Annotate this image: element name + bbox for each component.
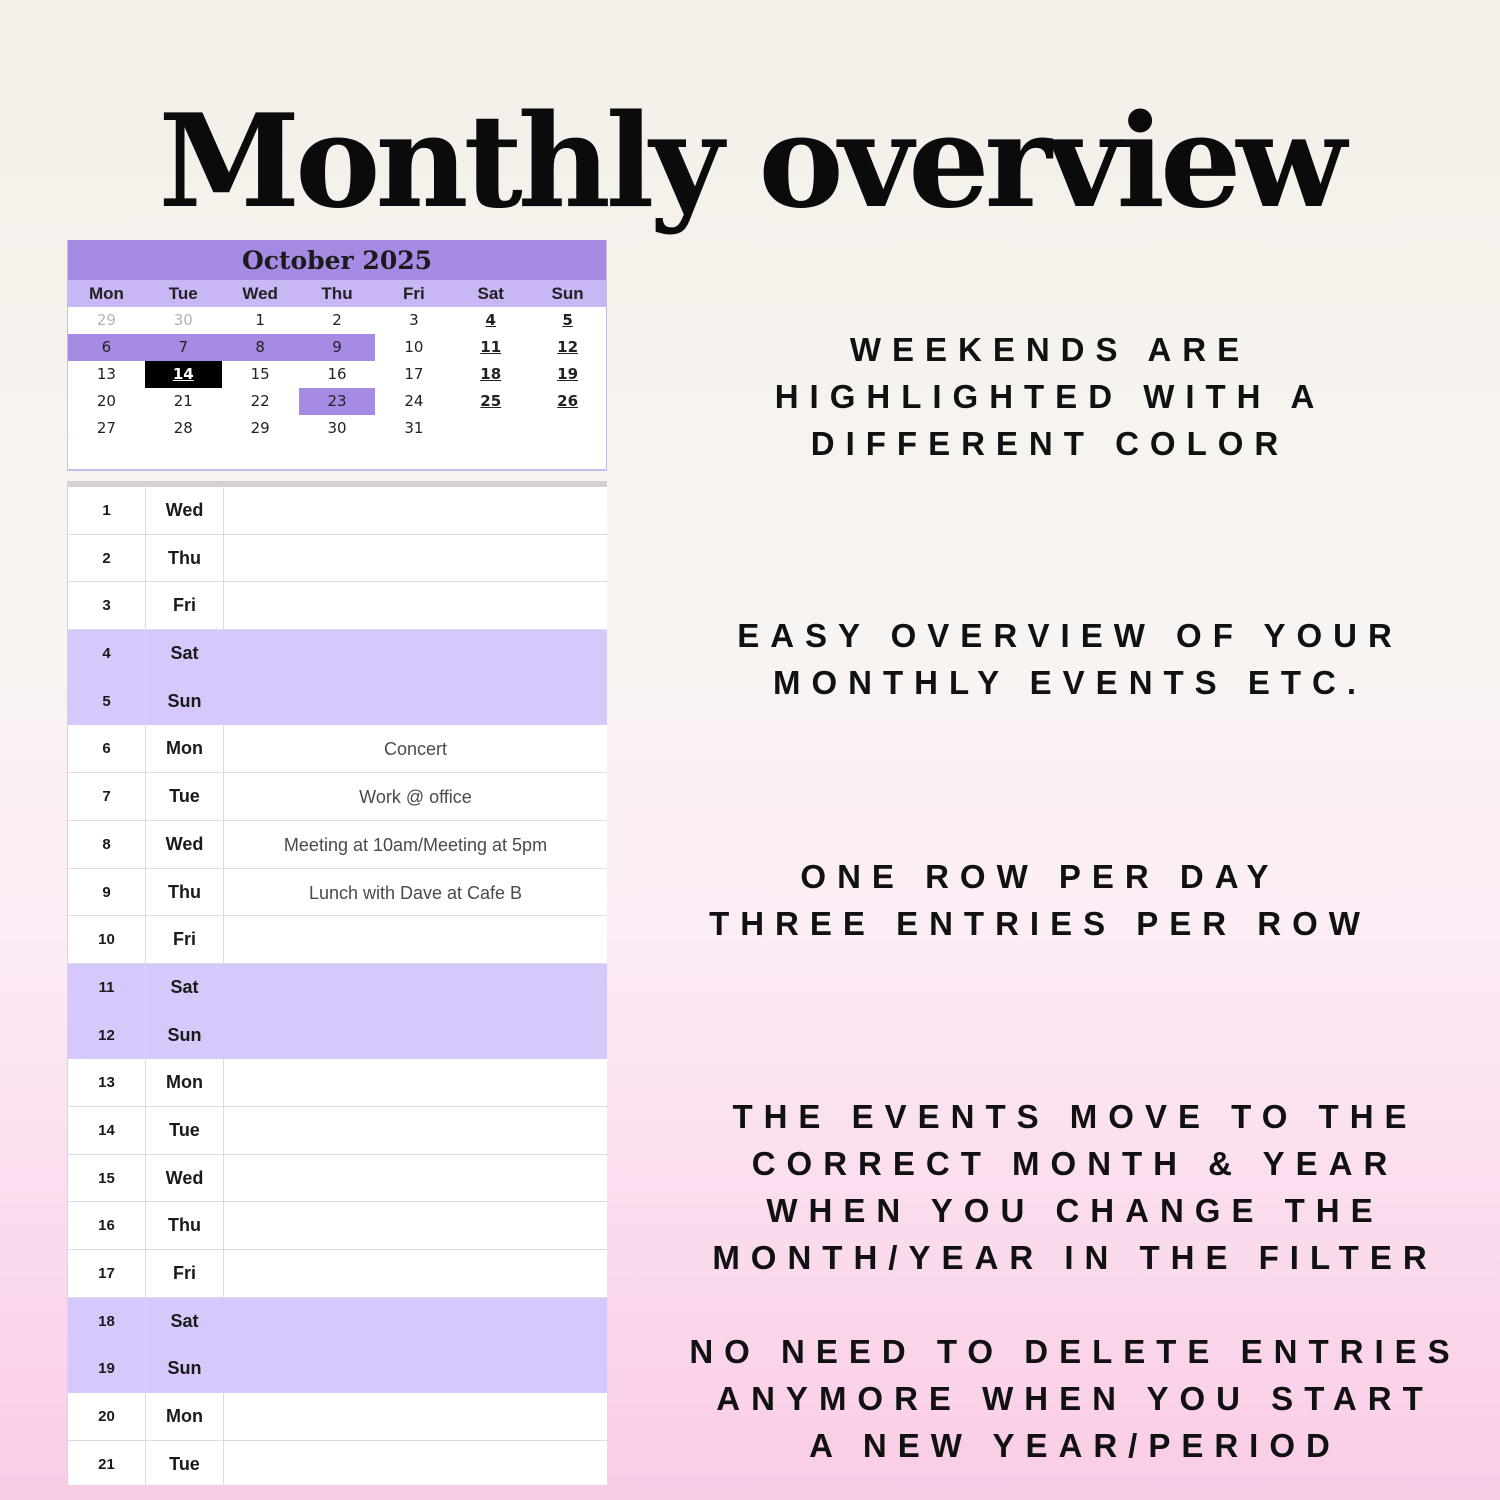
weekday-cell: Wed [146, 821, 224, 868]
calendar-weekday-wed: Wed [242, 284, 278, 303]
calendar-grid [68, 307, 606, 442]
calendar-week-row [68, 334, 606, 361]
calendar-date-cell[interactable]: 30 [173, 311, 193, 329]
event-cell[interactable] [224, 535, 607, 582]
feature-filter-text [660, 1093, 1490, 1469]
event-cell[interactable] [224, 487, 607, 534]
day-number-cell: 5 [68, 678, 146, 726]
table-row [68, 1441, 607, 1485]
weekday-cell: Mon [146, 725, 224, 772]
day-number-cell: 9 [68, 869, 146, 916]
calendar-date-cell[interactable]: 4 [485, 311, 496, 329]
calendar-date-cell[interactable]: 27 [96, 419, 116, 437]
weekday-cell: Sun [167, 690, 202, 711]
table-row [68, 916, 607, 964]
table-row [68, 678, 607, 726]
calendar-weekday-fri: Fri [403, 284, 425, 303]
table-row [68, 773, 607, 821]
calendar-date-cell[interactable]: 22 [250, 392, 270, 410]
day-number-cell: 13 [68, 1059, 146, 1106]
calendar-date-cell[interactable]: 13 [96, 365, 116, 383]
calendar-date-cell[interactable]: 29 [250, 419, 270, 437]
feature-rows-text [680, 853, 1400, 947]
day-number-cell: 11 [68, 964, 146, 1012]
table-row [68, 1393, 607, 1441]
mini-calendar [67, 240, 607, 471]
feature-line: CORRECT MONTH & YEAR [751, 1145, 1399, 1182]
calendar-weekday-header [68, 280, 606, 307]
event-cell[interactable] [223, 1298, 607, 1346]
weekday-cell: Thu [146, 1202, 224, 1249]
calendar-date-cell[interactable]: 16 [327, 365, 347, 383]
table-row [68, 821, 607, 869]
calendar-date-cell[interactable]: 8 [222, 334, 299, 361]
table-row [68, 535, 607, 583]
feature-line: WEEKENDS ARE [849, 331, 1251, 368]
weekday-cell: Tue [146, 1107, 224, 1154]
calendar-date-cell[interactable]: 3 [409, 311, 419, 329]
day-number-cell: 6 [68, 725, 146, 772]
day-number-cell: 12 [68, 1012, 146, 1060]
event-cell[interactable] [223, 964, 607, 1012]
calendar-weekday-sun: Sun [551, 284, 584, 303]
table-row [68, 869, 607, 917]
day-number-cell: 8 [68, 821, 146, 868]
calendar-date-cell[interactable]: 6 [68, 334, 145, 361]
calendar-date-cell[interactable]: 24 [404, 392, 424, 410]
table-row [68, 630, 607, 678]
feature-line [660, 1281, 1490, 1328]
day-number-cell: 21 [68, 1441, 146, 1485]
feature-line: DIFFERENT COLOR [810, 425, 1290, 462]
table-row [68, 1345, 607, 1393]
calendar-weekday-thu: Thu [321, 284, 353, 303]
calendar-date-cell[interactable]: 11 [480, 338, 502, 356]
weekday-cell: Wed [146, 1155, 224, 1202]
weekday-cell: Sun [167, 1024, 202, 1045]
event-cell[interactable] [224, 1250, 607, 1297]
day-number-cell: 3 [68, 582, 146, 629]
day-number-cell: 4 [68, 630, 146, 678]
table-row [68, 1012, 607, 1060]
calendar-date-cell[interactable]: 2 [332, 311, 342, 329]
event-cell[interactable] [224, 582, 607, 629]
calendar-date-cell[interactable]: 18 [480, 365, 502, 383]
calendar-date-cell[interactable]: 17 [404, 365, 424, 383]
event-cell[interactable] [224, 1107, 607, 1154]
day-number-cell: 7 [68, 773, 146, 820]
feature-line: A NEW YEAR/PERIOD [809, 1427, 1341, 1464]
weekday-cell: Tue [146, 1441, 224, 1485]
weekday-cell: Thu [146, 869, 224, 916]
feature-line: EASY OVERVIEW OF YOUR [737, 617, 1403, 654]
day-number-cell: 18 [68, 1298, 146, 1346]
calendar-date-cell[interactable]: 21 [173, 392, 193, 410]
calendar-date-cell[interactable]: 25 [480, 392, 502, 410]
event-cell[interactable]: Lunch with Dave at Cafe B [308, 882, 523, 903]
table-row [68, 1202, 607, 1250]
day-number-cell: 2 [68, 535, 146, 582]
day-number-cell: 10 [68, 916, 146, 963]
calendar-date-cell[interactable]: 1 [255, 311, 265, 329]
weekday-cell: Sat [170, 1310, 199, 1331]
calendar-date-cell[interactable]: 29 [96, 311, 116, 329]
feature-line: ANYMORE WHEN YOU START [716, 1380, 1434, 1417]
event-cell[interactable] [224, 1441, 607, 1485]
calendar-date-cell[interactable]: 30 [327, 419, 347, 437]
table-row [68, 582, 607, 630]
calendar-date-cell[interactable]: 31 [404, 419, 424, 437]
calendar-date-cell[interactable] [529, 415, 606, 442]
event-cell[interactable] [223, 678, 607, 726]
weekday-cell: Sat [170, 976, 199, 997]
event-cell[interactable]: Concert [383, 739, 448, 760]
calendar-date-cell[interactable]: 7 [145, 334, 222, 361]
feature-line: THE EVENTS MOVE TO THE [732, 1098, 1418, 1135]
feature-weekends-text [700, 326, 1400, 467]
calendar-weekday-tue: Tue [168, 284, 198, 303]
event-cell[interactable] [223, 1345, 607, 1393]
calendar-week-row [68, 388, 606, 415]
weekday-cell: Thu [146, 535, 224, 582]
day-number-cell: 14 [68, 1107, 146, 1154]
day-number-cell: 19 [68, 1345, 146, 1393]
calendar-date-cell[interactable]: 9 [299, 334, 376, 361]
page-title: Monthly overview [158, 87, 1342, 237]
feature-line: HIGHLIGHTED WITH A [774, 378, 1326, 415]
weekday-cell: Fri [146, 1250, 224, 1297]
feature-line: THREE ENTRIES PER ROW [709, 905, 1371, 942]
weekday-cell: Fri [146, 582, 224, 629]
calendar-date-cell[interactable]: 26 [557, 392, 579, 410]
feature-line: NO NEED TO DELETE ENTRIES [689, 1333, 1461, 1370]
feature-overview-text [690, 612, 1450, 706]
event-cell[interactable] [224, 916, 607, 963]
event-cell[interactable] [224, 1155, 607, 1202]
calendar-date-cell[interactable]: 28 [173, 419, 193, 437]
feature-line: MONTH/YEAR IN THE FILTER [712, 1239, 1438, 1276]
day-number-cell: 15 [68, 1155, 146, 1202]
weekday-cell: Fri [146, 916, 224, 963]
calendar-date-cell[interactable]: 12 [557, 338, 579, 356]
weekday-cell: Tue [146, 773, 224, 820]
event-cell[interactable] [223, 1012, 607, 1060]
calendar-date-cell[interactable]: 23 [299, 388, 376, 415]
event-cell[interactable] [223, 630, 607, 678]
daily-events-table [67, 481, 607, 1485]
weekday-cell: Sat [170, 643, 199, 664]
table-row [68, 1059, 607, 1107]
weekday-cell: Sun [167, 1358, 202, 1379]
calendar-date-cell[interactable]: 5 [562, 311, 573, 329]
calendar-week-row [68, 361, 606, 388]
feature-line: ONE ROW PER DAY [800, 858, 1280, 895]
weekday-cell: Mon [146, 1393, 224, 1440]
calendar-date-cell[interactable] [452, 415, 529, 442]
table-row [68, 725, 607, 773]
calendar-date-cell[interactable]: 10 [404, 338, 424, 356]
day-number-cell: 17 [68, 1250, 146, 1297]
calendar-month-label: October 2025 [68, 240, 606, 280]
table-row [68, 1155, 607, 1203]
calendar-weekday-sat: Sat [477, 284, 504, 303]
calendar-date-cell[interactable]: 14 [145, 361, 222, 388]
event-cell[interactable] [224, 1059, 607, 1106]
day-number-cell: 20 [68, 1393, 146, 1440]
weekday-cell: Mon [146, 1059, 224, 1106]
calendar-date-cell[interactable]: 20 [96, 392, 116, 410]
event-cell[interactable] [224, 1202, 607, 1249]
event-cell[interactable] [224, 1393, 607, 1440]
event-cell[interactable]: Work @ office [359, 787, 472, 808]
calendar-weekday-mon: Mon [88, 284, 124, 303]
event-cell[interactable]: Meeting at 10am/Meeting at 5pm [283, 834, 548, 855]
table-row [68, 487, 607, 535]
calendar-week-row [68, 415, 606, 442]
calendar-date-cell[interactable]: 15 [250, 365, 270, 383]
table-row [68, 1107, 607, 1155]
feature-line: WHEN YOU CHANGE THE [766, 1192, 1384, 1229]
table-row [68, 1298, 607, 1346]
feature-line: MONTHLY EVENTS ETC. [772, 664, 1368, 701]
table-row [68, 1250, 607, 1298]
calendar-date-cell[interactable]: 19 [557, 365, 579, 383]
weekday-cell: Wed [146, 487, 224, 534]
day-number-cell: 16 [68, 1202, 146, 1249]
calendar-week-row [68, 307, 606, 334]
day-number-cell: 1 [68, 487, 146, 534]
table-row [68, 964, 607, 1012]
